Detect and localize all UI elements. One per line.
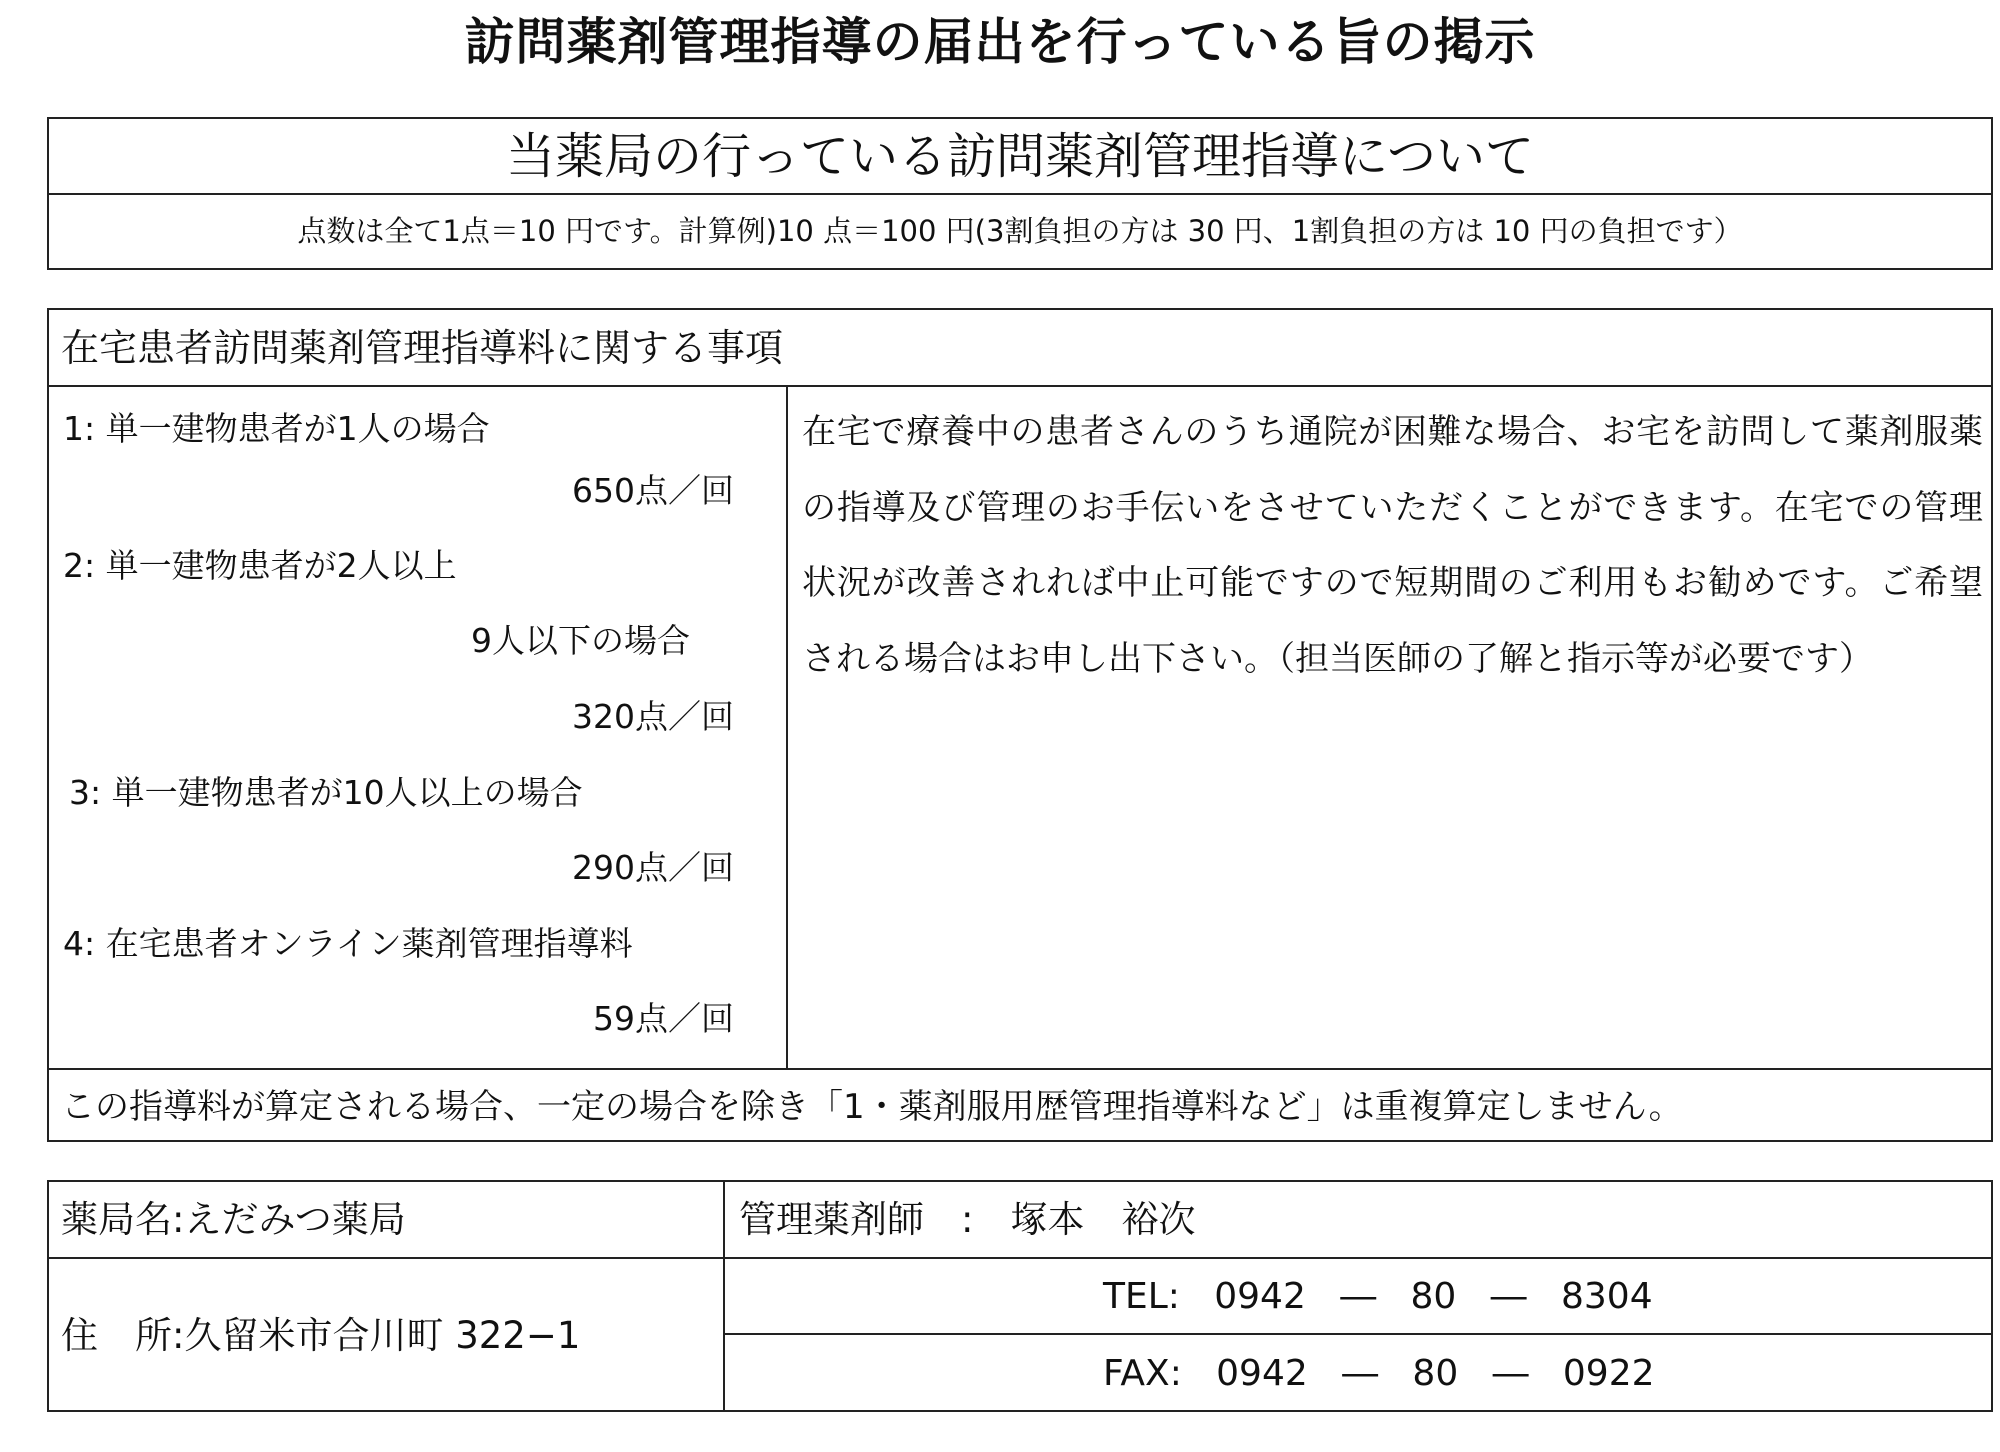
fee-item-1-label: 1: 単一建物患者が1人の場合 xyxy=(63,409,490,448)
fee-table xyxy=(47,308,1993,1142)
pharmacy-fax-cell xyxy=(725,1335,1993,1412)
pharmacy-name: 薬局名:えだみつ薬局 xyxy=(49,1182,725,1259)
pharmacy-tel: TEL: 0942 ― 80 ― 8304 xyxy=(1103,1276,1653,1317)
fee-item-4-points: 59点／回 xyxy=(593,999,734,1038)
section-heading: 在宅患者訪問薬剤管理指導料に関する事項 xyxy=(49,310,1991,387)
notice-box xyxy=(47,117,1993,270)
table-footer-note: この指導料が算定される場合、一定の場合を除き「1・薬剤服用歴管理指導料など」は重複算定しません。 xyxy=(49,1068,1991,1142)
pharmacy-info-table xyxy=(47,1180,1993,1412)
fee-item-2-label-cont: 9人以下の場合 xyxy=(471,621,690,660)
pharmacy-address: 住 所:久留米市合川町 322−1 xyxy=(49,1259,725,1412)
fee-item-2-label: 2: 単一建物患者が2人以上 xyxy=(63,546,457,585)
fee-item-1-points: 650点／回 xyxy=(572,471,734,510)
page-title: 訪問薬剤管理指導の届出を行っている旨の掲示 xyxy=(464,13,1536,71)
fee-item-3-points: 290点／回 xyxy=(572,848,734,887)
service-description: 在宅で療養中の患者さんのうち通院が困難な場合、お宅を訪問して薬剤服薬の指導及び管理のお手伝いをさせていただくことができます。在宅での管理状況が改善されれば中止可能ですので短期間のご利用もお勧めです。ご希望される場合はお申し出下さい。（担当医師の了解と指示等が必要です） xyxy=(802,412,1983,679)
fee-item-4-label: 4: 在宅患者オンライン薬剤管理指導料 xyxy=(63,924,633,963)
notice-heading: 当薬局の行っている訪問薬剤管理指導について xyxy=(49,119,1991,195)
pharmacy-tel-cell xyxy=(725,1259,1993,1335)
fee-item-3-label: 3: 単一建物患者が10人以上の場合 xyxy=(69,773,583,812)
fee-item-2-points: 320点／回 xyxy=(572,697,734,736)
fee-list xyxy=(49,387,788,1068)
notice-body: 点数は全て1点＝10 円です。計算例)10 点＝100 円(3割負担の方は 30 円、1割負担の方は 10 円の負担です） xyxy=(297,214,1743,248)
pharmacy-manager: 管理薬剤師 : 塚本 裕次 xyxy=(725,1182,1993,1259)
pharmacy-fax: FAX: 0942 ― 80 ― 0922 xyxy=(1103,1353,1655,1394)
